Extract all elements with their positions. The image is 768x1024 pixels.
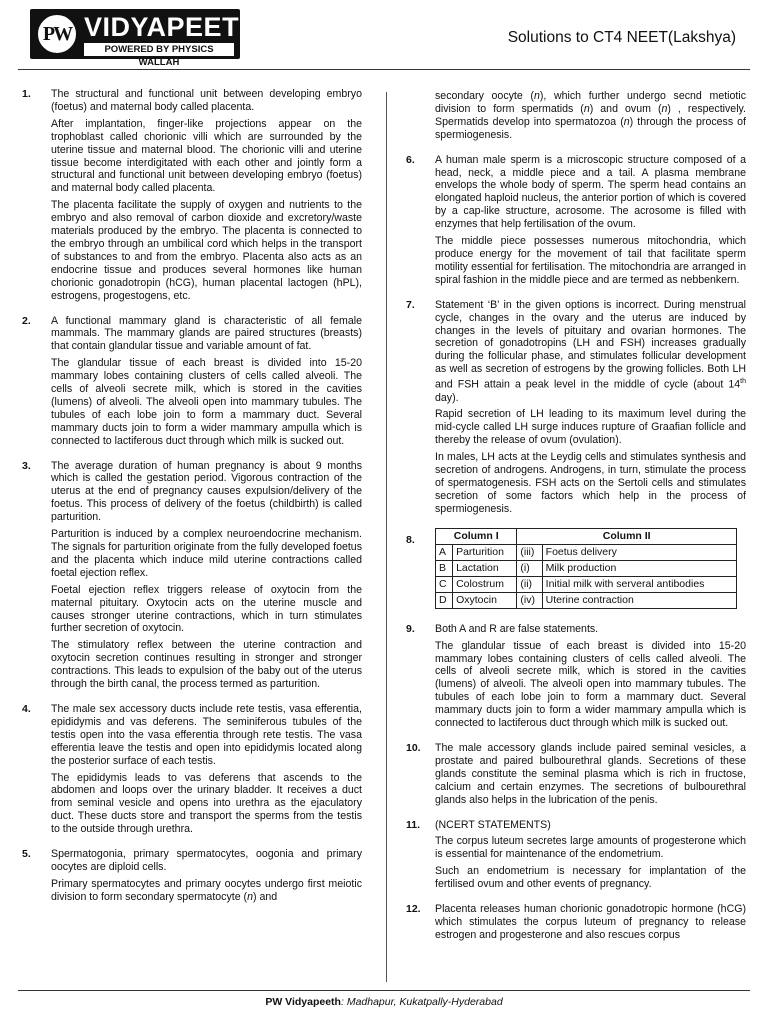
table-row [436,544,737,560]
question-10 [406,742,746,807]
column-i-cell: Parturition [453,544,517,560]
haploid-n: n [583,102,590,115]
paragraph: A functional mammary gland is characteristic of all female mammals. The mammary glands are paired structures (breasts) that contain glandular tissue and variable amount of fat. [51,314,362,353]
column-i-cell: Oxytocin [453,592,517,608]
haploid-n: n [623,115,630,128]
column-header: Column I [436,528,517,544]
column-header: Column II [517,528,737,544]
left-column [22,88,362,983]
question-number: 11. [406,818,421,831]
paragraph: Spermatogonia, primary spermatocytes, oogonia and primary oocytes are diploid cells. [51,848,362,873]
text-run: ) and ovum ( [589,102,662,115]
row-letter: A [436,544,453,560]
paragraph: The structural and functional unit between developing embryo (foetus) and maternal body called placenta. [51,88,362,113]
text-run: day). [435,391,459,404]
question-number: 6. [406,153,415,166]
paragraph [435,299,746,405]
question-7 [406,299,746,516]
question-number: 2. [22,314,31,327]
header-divider [18,69,750,70]
paragraph: The male sex accessory ducts include rete testis, vasa efferentia, epididymis and vas deferens. The seminiferous tubules of the testis open into the vasa efferentia through rete testis. The vasa efferentia leave the testis and open into epididymis located along the posterior surface of each testis. [51,702,362,767]
right-column [406,90,746,985]
paragraph: Both A and R are false statements. [435,622,599,635]
column-i-cell: Colostrum [453,576,517,592]
footer-address: : Madhapur, Kukatpally-Hyderabad [340,996,503,1008]
question-number: 12. [406,903,421,916]
paragraph: Parturition is induced by a complex neuroendocrine mechanism. The signals for parturition originate from the fully developed foetus and the placenta which induce mild uterine contractions called foetal ejection reflex. [51,528,362,579]
haploid-n: n [661,102,668,115]
text-run: ), which further undergo secnd metiotic division to form spermatids ( [435,90,746,115]
column-ii-cell: Uterine contraction [542,592,736,608]
question-8 [406,528,746,609]
paragraph: Such an endometrium is necessary for implantation of the fertilised ovum and other events of pregnancy. [435,865,746,891]
roman-numeral: (iii) [517,544,542,560]
paragraph: The corpus luteum secretes large amounts of progesterone which is essential for maintenance of the endometrium. [435,835,746,861]
paragraph: A human male sperm is a microscopic structure composed of a head, neck, a middle piece and a tail. A plasma membrane envelops the whole body of sperm. The sperm head contains an elongated haploid nucleus, the anterior portion of which is covered by a cap-like structure, acrosome. The acrosome is filled with enzymes that help fertilisation of the ovum. [435,153,746,231]
paragraph [51,878,362,904]
question-5 [22,848,362,904]
question-number: 9. [406,622,415,635]
paragraph [435,90,746,142]
question-number: 1. [22,88,31,100]
column-ii-cell: Foetus delivery [542,544,736,560]
question-2 [22,315,362,448]
paragraph: The glandular tissue of each breast is divided into 15-20 mammary lobes containing clusters of cells called alveoli. The cells of alveoli secrete milk, which is stored in the cavities (lumens) of alveoli. The alveoli open into mammary tubules. The tubules of each lobe join to form a mammary duct. Several mammary ducts join to form a wider mammary ampulla which is connected to lactiferous duct through which milk is sucked out. [51,357,362,447]
table-row [436,560,737,576]
column-i-cell: Lactation [453,560,517,576]
text-run: secondary oocyte ( [435,90,534,102]
logo-name: VIDYAPEETH [84,12,260,42]
page-footer [0,996,768,1008]
question-3 [22,460,362,691]
question-number: 7. [406,298,415,311]
question-9 [406,623,746,730]
roman-numeral: (iv) [517,592,542,608]
question-number: 8. [406,533,415,546]
text-run: ) , respectively. Spermatids develop into spermatozoa ( [435,102,746,128]
text-run: Primary spermatocytes and primary oocytes undergo first meiotic division to form secondary spermatocyte ( [51,877,362,903]
column-divider [386,92,387,982]
logo-mark-text: PW [42,23,72,45]
paragraph: The glandular tissue of each breast is divided into 15-20 mammary lobes containing clusters of cells called alveoli. The cells of alveoli secrete milk, which is stored in the cavities (lumens) of alveoli. The alveoli open into mammary tubules. The tubules of each lobe join to form a mammary duct. Several mammary ducts join to form a wider mammary ampulla which is connected to lactiferous duct through which milk is sucked out. [435,639,746,730]
footer-brand: PW Vidyapeeth [265,996,341,1008]
paragraph: The middle piece possesses numerous mitochondria, which produce energy for the movement of tail that facilitate sperm motility essential for fertilisation. The mitochondria are arranged in spiral fashion in the middle piece and are termed as nebbenkern. [435,235,746,286]
text-run: ) and [252,890,278,903]
row-letter: C [436,576,453,592]
paragraph: Placenta releases human chorionic gonadotropic hormone (hCG) which stimulates the corpus luteum of pregnancy to release estrogen and progesterone and also rescues corpus [435,903,746,941]
match-table [435,528,737,609]
paragraph: In males, LH acts at the Leydig cells and stimulates synthesis and secretion of androgens. Androgens, in turn, stimulate the process of spermatogenesis. FSH acts on the Sertoli cells and stimulates secretion of some factors which help in the process of spermiogenesis. [435,451,746,515]
table-header-row [436,528,737,544]
row-letter: B [436,560,453,576]
paragraph: (NCERT STATEMENTS) [435,818,551,831]
paragraph: The placenta facilitate the supply of oxygen and nutrients to the embryo and also removal of carbon dioxide and excretory/waste materials produced by the embryo. The placenta is connected to the embryo through an umbilical cord which helps in the transport of substances to and from the embryo. Placenta also acts as an endocrine tissue and produces several hormones like human chorionic gonadotropin (hCG), human placental lactogen (hPL), estrogens, progestogens, etc. [51,199,362,302]
text-run: ) through the process of spermiogenesis. [435,115,747,141]
footer-divider [18,990,750,991]
roman-numeral: (ii) [517,576,542,592]
table-row [436,592,737,608]
document-title: Solutions to CT4 NEET(Lakshya) [507,29,736,46]
paragraph: After implantation, finger-like projections appear on the trophoblast called chorionic villi which are surrounded by the uterine tissue and maternal blood. The chorionic villi and uterine tissue become interdigitated with each other and jointly form a structural and functional unit between developing embryo (foetus) and maternal body called placenta. [51,117,362,195]
question-1 [22,88,362,303]
question-6 [406,154,746,287]
question-number: 5. [22,848,31,861]
paragraph: The epididymis leads to vas deferens that ascends to the abdomen and loops over the urinary bladder. It receives a duct from seminal vesicle and opens into urethra as the ejaculatory duct. These ducts store and transport the sperms from the testis to the outside through urethra. [51,771,362,836]
paragraph: The male accessory glands include paired seminal vesicles, a prostate and paired bulbourethral glands. Secretions of these glands constitute the seminal plasma which is rich in fructose, calcium and certain enzymes. The secretions of bulbourethral glands also helps in the lubrication of the penis. [435,741,746,806]
row-letter: D [436,592,453,608]
column-ii-cell: Initial milk with serveral antibodies [542,576,736,592]
logo-subtitle: POWERED BY PHYSICS WALLAH [84,43,234,56]
paragraph: Foetal ejection reflex triggers release of oxytocin from the maternal pituitary. Oxytocin acts on the uterine muscle and causes stronger uterine contractions, which in turn stimulates further secretion of oxytocin. [51,583,362,635]
column-ii-cell: Milk production [542,560,736,576]
paragraph: The average duration of human pregnancy is about 9 months which is called the gestation period. Vigorous contraction of the uterus at the end of pregnancy causes expulsion/delivery of the foetus. This process of delivery of the foetus (childbirth) is called parturition. [51,459,362,524]
haploid-n: n [247,890,253,903]
text-run: Statement ‘B’ in the given options is incorrect. During menstrual cycle, changes in the ovary and the uterus are induced by changes in the levels of pituitary and ovarian hormones. The secretion of gonadotropins (LH and FSH) increases gradually during the follicular phase, and stimulates follicular development as well as secretion of estrogens by the growing follicles. Both LH and FSH attain a peak level in the middle of cycle (about 14 [435,298,746,391]
superscript: th [740,378,746,386]
roman-numeral: (i) [517,560,542,576]
page-header [0,0,768,68]
table-row [436,576,737,592]
vidyapeeth-logo [30,9,260,68]
question-number: 3. [22,459,31,472]
question-5-continued [406,90,746,142]
haploid-n: n [533,90,540,102]
paragraph: Rapid secretion of LH leading to its maximum level during the mid-cycle called LH surge induces rupture of Graafian follicle and thereby the release of ovum (ovulation). [435,408,746,447]
question-11 [406,819,746,892]
question-number: 10. [406,741,421,754]
question-number: 4. [22,702,31,715]
question-12 [406,903,746,942]
pw-logo-mark-icon [36,13,78,55]
paragraph: The stimulatory reflex between the uterine contraction and oxytocin secretion continues resulting in stronger and stronger contractions. This leads to expulsion of the baby out of the uterus through the birth canal, the process termed as parturition. [51,639,362,691]
question-4 [22,703,362,836]
